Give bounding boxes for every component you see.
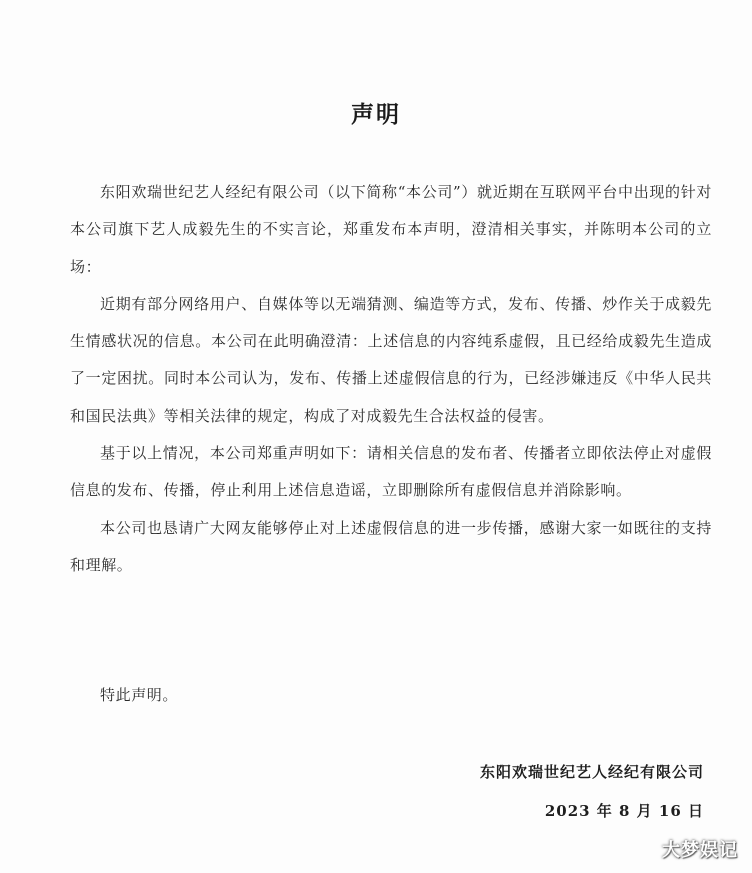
document-body — [70, 174, 712, 584]
paragraph-clarification: 近期有部分网络用户、自媒体等以无端猜测、编造等方式，发布、传播、炒作关于成毅先生情感状况的信息。本公司在此明确澄清：上述信息的内容纯系虚假，且已经给成毅先生造成了一定困扰。同时本公司认为，发布、传播上述虚假信息的行为，已经涉嫌违反《中华人民共和国民法典》等相关法律的规定，构成了对成毅先生合法权益的侵害。 — [70, 294, 712, 425]
statement-date: 2023 年 8 月 16 日 — [544, 802, 704, 820]
paragraph-intro: 东阳欢瑞世纪艺人经纪有限公司（以下简称“本公司”）就近期在互联网平台中出现的针对本公司旗下艺人成毅先生的不实言论，郑重发布本声明，澄清相关事实，并陈明本公司的立场： — [70, 183, 712, 276]
document-title: 声明 — [351, 102, 401, 128]
watermark-logo: 大梦娱记 — [662, 840, 738, 861]
paragraph-declaration: 基于以上情况，本公司郑重声明如下：请相关信息的发布者、传播者立即依法停止对虚假信息的发布、传播，停止利用上述信息造谣，立即删除所有虚假信息并消除影响。 — [70, 444, 712, 500]
company-signature: 东阳欢瑞世纪艺人经纪有限公司 — [479, 763, 704, 781]
closing-statement: 特此声明。 — [100, 686, 179, 704]
paragraph-appeal: 本公司也恳请广大网友能够停止对上述虚假信息的进一步传播，感谢大家一如既往的支持和理解。 — [70, 518, 712, 574]
